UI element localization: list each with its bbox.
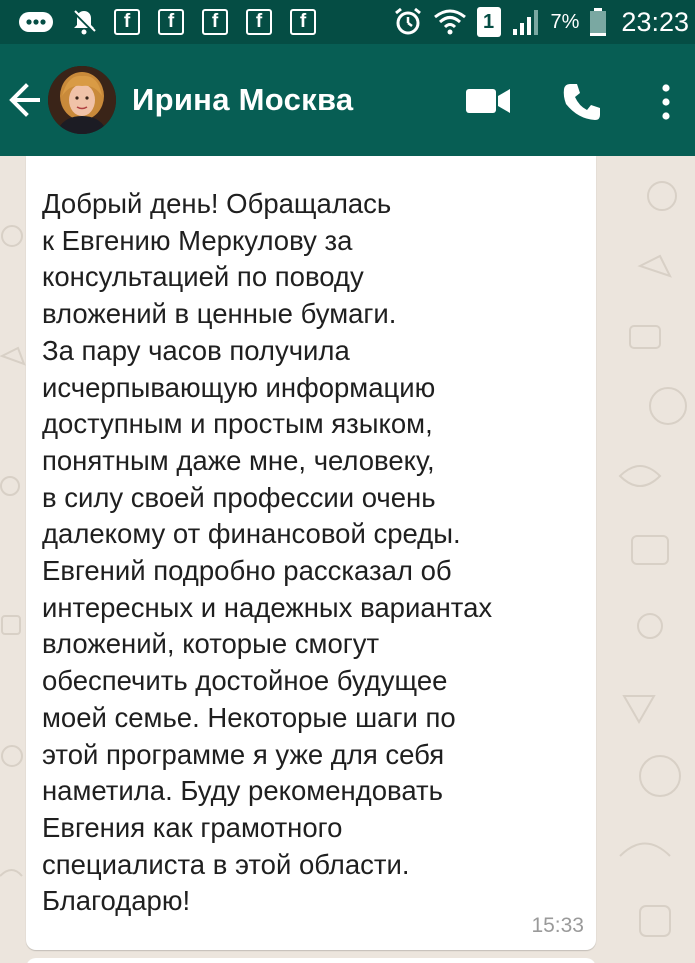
- message-line: Благодарю!: [42, 885, 191, 917]
- next-message-bubble[interactable]: [26, 958, 596, 963]
- battery-icon: [589, 7, 607, 37]
- message-line: в силу своей профессии очень: [42, 481, 436, 513]
- facebook-notification-icon: f: [202, 9, 228, 35]
- message-line: понятным даже мне, человеку,: [42, 444, 435, 476]
- messages-icon: [18, 10, 54, 34]
- muted-notification-icon: [72, 8, 96, 36]
- more-options-icon[interactable]: [656, 82, 676, 122]
- message-line: далекому от финансовой среды.: [42, 518, 461, 550]
- message-line: доступным и простым языком,: [42, 408, 433, 440]
- message-line: этой программе я уже для себя: [42, 738, 445, 770]
- message-line: исчерпывающую информацию: [42, 371, 436, 403]
- wifi-icon: [433, 7, 467, 37]
- avatar-image: [48, 66, 116, 134]
- signal-strength-icon: [511, 7, 541, 37]
- status-bar: [0, 0, 695, 44]
- phone-call-icon[interactable]: [560, 80, 604, 124]
- clock: 23:23: [621, 6, 689, 37]
- message-line: к Евгению Меркулову за: [42, 224, 353, 256]
- facebook-notification-icon: f: [290, 9, 316, 35]
- message-line: За пару часов получила: [42, 334, 350, 366]
- incoming-message-bubble[interactable]: [26, 156, 596, 950]
- system-indicators: [393, 6, 689, 38]
- notification-icons: [18, 6, 316, 38]
- message-line: специалиста в этой области.: [42, 848, 410, 880]
- facebook-notification-icon: f: [246, 9, 272, 35]
- message-text: [42, 186, 587, 920]
- message-line: вложений, которые смогут: [42, 628, 380, 660]
- message-line: наметила. Буду рекомендовать: [42, 775, 443, 807]
- contact-name[interactable]: Ирина Москва: [132, 82, 354, 117]
- back-arrow-icon[interactable]: [6, 80, 42, 120]
- contact-avatar[interactable]: [48, 66, 116, 134]
- chat-header: [0, 44, 695, 156]
- message-line: Евгения как грамотного: [42, 811, 343, 843]
- facebook-notification-icon: f: [158, 9, 184, 35]
- alarm-clock-icon: [393, 7, 423, 37]
- message-line: консультацией по поводу: [42, 261, 364, 293]
- message-line: Евгений подробно рассказал об: [42, 555, 452, 587]
- message-line: обеспечить достойное будущее: [42, 665, 448, 697]
- message-timestamp: 15:33: [531, 914, 584, 937]
- message-line: вложений в ценные бумаги.: [42, 298, 397, 330]
- video-call-icon[interactable]: [464, 84, 512, 118]
- message-line: моей семье. Некоторые шаги по: [42, 701, 456, 733]
- sim-indicator: 1: [477, 7, 501, 37]
- message-line: Добрый день! Обращалась: [42, 188, 392, 219]
- facebook-notification-icon: f: [114, 9, 140, 35]
- chat-area[interactable]: [0, 156, 695, 963]
- message-line: интересных и надежных вариантах: [42, 591, 493, 623]
- battery-percent: 7%: [550, 10, 580, 33]
